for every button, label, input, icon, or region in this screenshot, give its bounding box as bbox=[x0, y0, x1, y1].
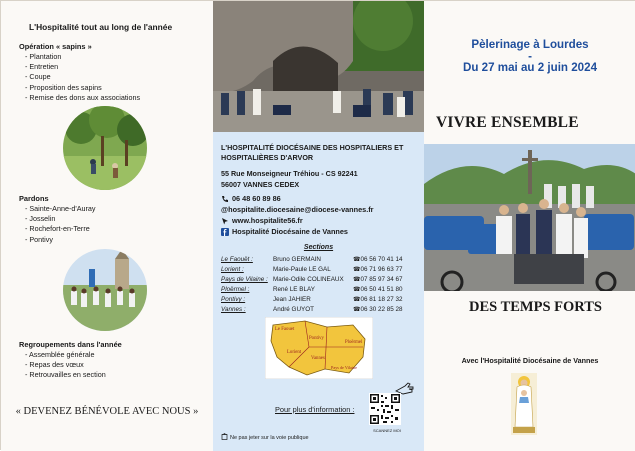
pilgrimage-title: Pèlerinage à Lourdes bbox=[471, 38, 589, 51]
list-item: - Assemblée générale bbox=[25, 350, 106, 360]
map-label: Pontivy bbox=[309, 336, 324, 341]
map-label: Ploërmel bbox=[345, 340, 363, 345]
pilgrimage-dash: - bbox=[528, 50, 532, 63]
address-line-2: 56007 VANNES CEDEX bbox=[221, 180, 300, 189]
list-item: - Repas des vœux bbox=[25, 360, 106, 370]
section-contact-name: Jean JAHIER bbox=[273, 296, 311, 303]
pardons-list bbox=[25, 204, 96, 245]
section-phone: ☎ 06 81 18 27 32 bbox=[353, 296, 403, 303]
facebook-icon bbox=[221, 228, 229, 236]
operation-heading: Opération « sapins » bbox=[19, 42, 92, 51]
map-label: Le Faouet bbox=[275, 327, 295, 332]
section-contact-name: André GUYOT bbox=[273, 306, 314, 313]
volunteer-call: « DEVENEZ BÉNÉVOLE AVEC NOUS » bbox=[15, 406, 199, 417]
list-item: - Josselin bbox=[25, 214, 96, 224]
section-phone: ☎ 06 30 22 85 28 bbox=[353, 306, 403, 313]
vivre-ensemble-heading: VIVRE ENSEMBLE bbox=[436, 114, 579, 131]
section-place: Lorient : bbox=[221, 266, 244, 273]
section-row bbox=[221, 306, 421, 316]
section-contact-name: Marie-Odile COLINEAUX bbox=[273, 276, 344, 283]
phone-contact bbox=[221, 194, 281, 203]
phone-icon bbox=[221, 195, 229, 203]
sections-title: Sections bbox=[303, 244, 334, 251]
section-contact-name: Marie-Paule LE GAL bbox=[273, 266, 331, 273]
section-contact-name: Bruno GERMAIN bbox=[273, 256, 321, 263]
regroupements-list bbox=[25, 350, 106, 381]
section-contact-name: René LE BLAY bbox=[273, 286, 315, 293]
list-item: - Rochefort-en-Terre bbox=[25, 224, 96, 234]
footer-note bbox=[221, 433, 309, 442]
list-item: - Remise des dons aux associations bbox=[25, 93, 140, 103]
website-url[interactable]: www.hospitalite56.fr bbox=[232, 216, 303, 225]
email-address[interactable]: @hospitalite.diocesaine@diocese-vannes.fr bbox=[221, 205, 374, 214]
section-phone: ☎ 06 71 96 63 77 bbox=[353, 266, 403, 273]
email-contact[interactable] bbox=[221, 205, 374, 214]
website-contact[interactable] bbox=[221, 216, 303, 225]
list-item: - Retrouvailles en section bbox=[25, 370, 106, 380]
morbihan-map bbox=[265, 317, 373, 379]
section-row bbox=[221, 296, 421, 306]
section-place: Ploërmel : bbox=[221, 286, 250, 293]
procession-photo bbox=[63, 249, 147, 331]
list-item: - Coupe bbox=[25, 72, 140, 82]
cursor-icon bbox=[221, 217, 229, 225]
section-place: Pontivy : bbox=[221, 296, 246, 303]
facebook-page[interactable]: Hospitalité Diocésaine de Vannes bbox=[232, 227, 348, 236]
section-place: Le Faouët : bbox=[221, 256, 253, 263]
grotto-photo bbox=[213, 1, 424, 132]
facebook-contact[interactable] bbox=[221, 227, 348, 236]
qr-caption: SCANNEZ MOI bbox=[373, 428, 401, 433]
section-row bbox=[221, 266, 421, 276]
recycle-icon bbox=[221, 433, 228, 442]
list-item: - Pontivy bbox=[25, 235, 96, 245]
section-place: Pays de Vilaine : bbox=[221, 276, 268, 283]
operation-list bbox=[25, 52, 140, 103]
info-label: Pour plus d'information : bbox=[275, 405, 355, 414]
qr-code[interactable] bbox=[369, 393, 401, 425]
regroupements-heading: Regroupements dans l'année bbox=[19, 340, 122, 349]
map-label: Lorient bbox=[287, 350, 302, 355]
map-label: Pays de Vilaine bbox=[331, 365, 357, 370]
left-panel bbox=[1, 1, 213, 451]
pilgrimage-dates: Du 27 mai au 2 juin 2024 bbox=[462, 61, 598, 74]
right-panel bbox=[424, 1, 635, 451]
pardons-heading: Pardons bbox=[19, 194, 49, 203]
list-item: - Plantation bbox=[25, 52, 140, 62]
list-item: - Proposition des sapins bbox=[25, 83, 140, 93]
list-item: - Entretien bbox=[25, 62, 140, 72]
forest-photo bbox=[63, 106, 147, 190]
section-phone: ☎ 07 85 97 34 67 bbox=[353, 276, 403, 283]
section-row bbox=[221, 286, 421, 296]
middle-panel bbox=[213, 1, 424, 451]
madonna-illustration bbox=[511, 373, 537, 435]
footer-note-text: Ne pas jeter sur la voie publique bbox=[230, 434, 309, 441]
pilgrims-photo bbox=[424, 144, 635, 291]
map-label: Vannes bbox=[311, 356, 325, 361]
hospitality-tagline: Avec l'Hospitalité Diocésaine de Vannes bbox=[461, 356, 599, 365]
list-item: - Sainte-Anne-d'Auray bbox=[25, 204, 96, 214]
section-phone: ☎ 06 50 41 51 80 bbox=[353, 286, 403, 293]
section-place: Vannes : bbox=[221, 306, 246, 313]
phone-number: 06 48 60 89 86 bbox=[232, 194, 281, 203]
section-row bbox=[221, 256, 421, 266]
organization-name: L'HOSPITALITÉ DIOCÉSAINE DES HOSPITALIERS ET HOSPITALIÈRES D'ARVOR bbox=[221, 143, 404, 163]
section-phone: ☎ 06 56 70 41 14 bbox=[353, 256, 403, 263]
address-line-1: 55 Rue Monseigneur Tréhiou - CS 92241 bbox=[221, 169, 358, 178]
section-row bbox=[221, 276, 421, 286]
left-panel-title: L'Hospitalité tout au long de l'année bbox=[29, 22, 173, 32]
temps-forts-heading: DES TEMPS FORTS bbox=[469, 299, 602, 315]
